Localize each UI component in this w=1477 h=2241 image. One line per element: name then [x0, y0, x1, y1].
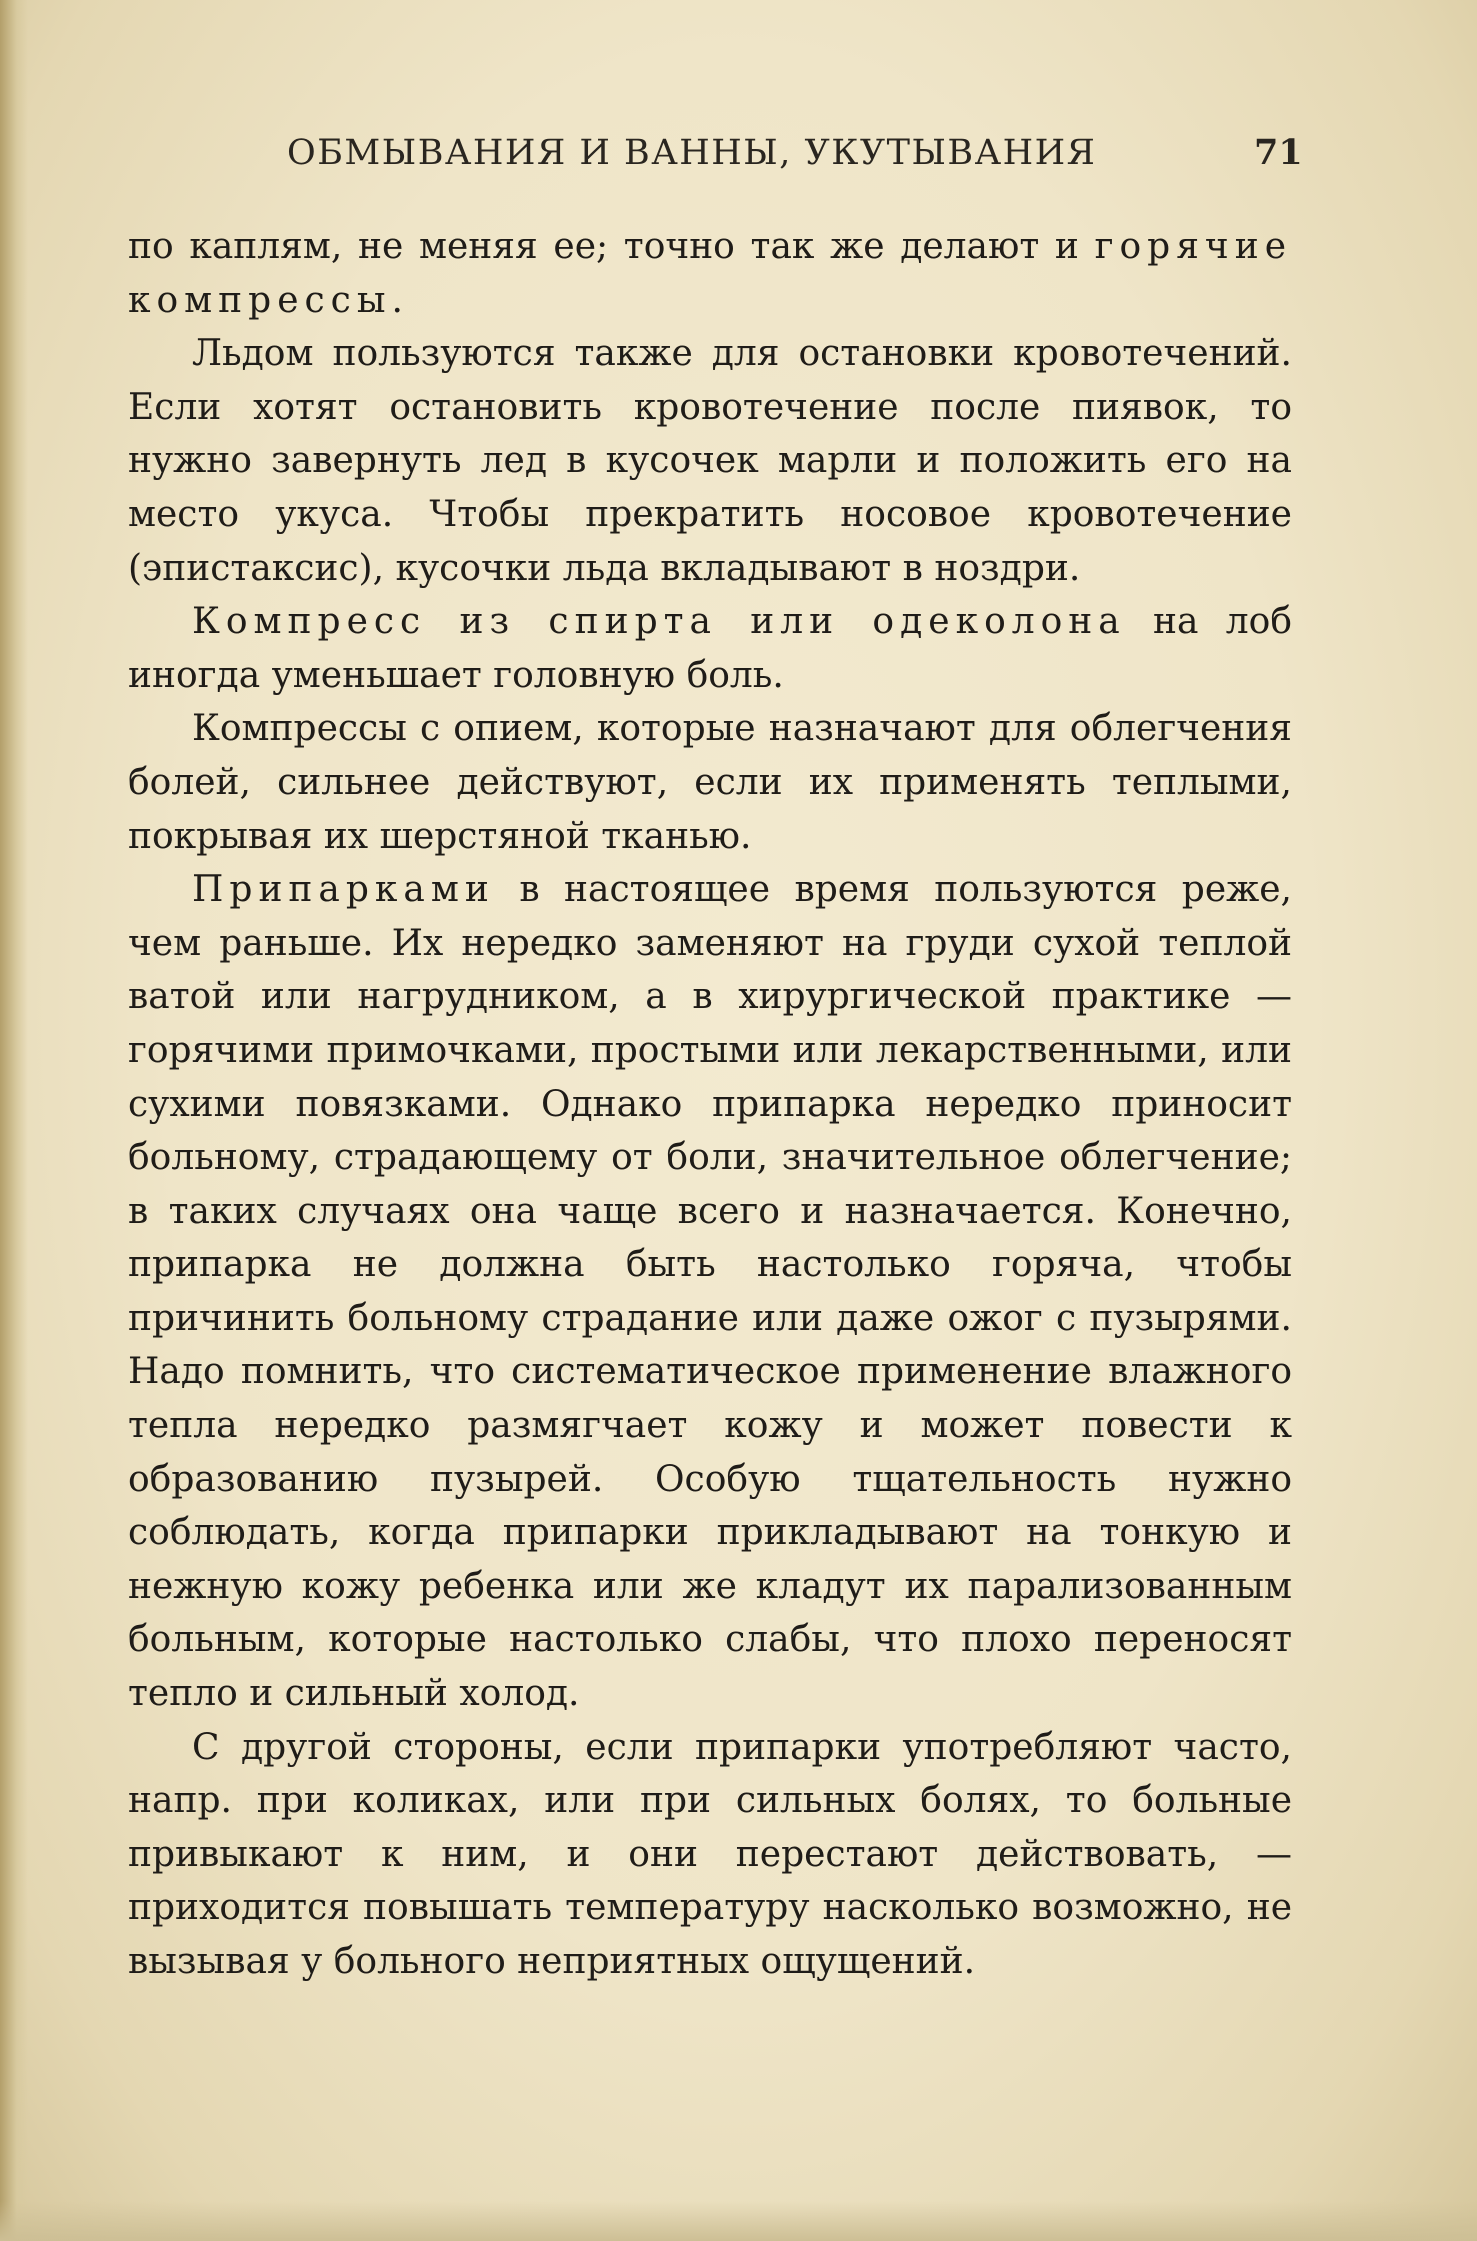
emphasis-hot-compresses: горячие компрессы — [128, 226, 1292, 321]
page-header — [0, 128, 1477, 178]
paragraph-4: Компрессы с опием, которые назначают для облегчения болей, сильнее действуют, если их применять теплыми, покрывая их шерстяной тканью. — [128, 708, 1292, 857]
page-edge-shadow — [0, 2201, 1477, 2241]
emphasis-poultices: Припарками — [192, 869, 495, 911]
paragraph-5 — [128, 863, 1292, 1721]
paragraph-3 — [128, 595, 1292, 702]
paragraph-3-text: на лоб иногда уменьшает головную боль. — [128, 601, 1293, 696]
paragraph-6: С другой стороны, если припарки употребляют часто, напр. при коликах, или при сильных болях, то больные привыкают к ним, и они перестают действовать, — приходится повышать температуру насколько возможно, не вызывая у больного неприятных ощущений. — [128, 1726, 1292, 1982]
paragraph-1 — [128, 220, 1292, 327]
page-number: 71 — [1254, 132, 1303, 173]
body-text — [128, 220, 1292, 1989]
running-title: ОБМЫВАНИЯ И ВАННЫ, УКУТЫВАНИЯ — [287, 133, 1097, 173]
paragraph-1-end: . — [391, 279, 403, 321]
spine-shadow — [0, 0, 28, 2241]
paragraph-5-text: в настоящее время пользуются реже, чем раньше. Их нередко заменяют на груди сухой теплой ватой или нагрудником, а в хирургической практике — горячими примочками, простыми или лекарственными, или сухими повязками. Однако припарка нередко приносит больному, страдающему от боли, значительное облегчение; в таких случаях она чаще всего и назначается. Конечно, припарка не должна быть настолько горяча, чтобы причинить больному страдание или даже ожог с пузырями. Надо помнить, что систематическое применение влажного тепла нередко размягчает кожу и может повести к образованию пузырей. Особую тщательность нужно соблюдать, когда припарки прикладывают на тонкую и нежную кожу ребенка или же кладут их парализованным больным, которые настолько слабы, что плохо переносят тепло и сильный холод. — [128, 869, 1292, 1715]
paragraph-2: Льдом пользуются также для остановки кровотечений. Если хотят остановить кровотечение после пиявок, то нужно завернуть лед в кусочек марли и положить его на место укуса. Чтобы прекратить носовое кровотечение (эпистаксис), кусочки льда вкладывают в ноздри. — [128, 333, 1292, 589]
paragraph-1-text: по каплям, не меняя ее; точно так же делают и — [128, 226, 1095, 267]
emphasis-spirit-compress: Компресс из спирта или одеколона — [192, 601, 1126, 643]
